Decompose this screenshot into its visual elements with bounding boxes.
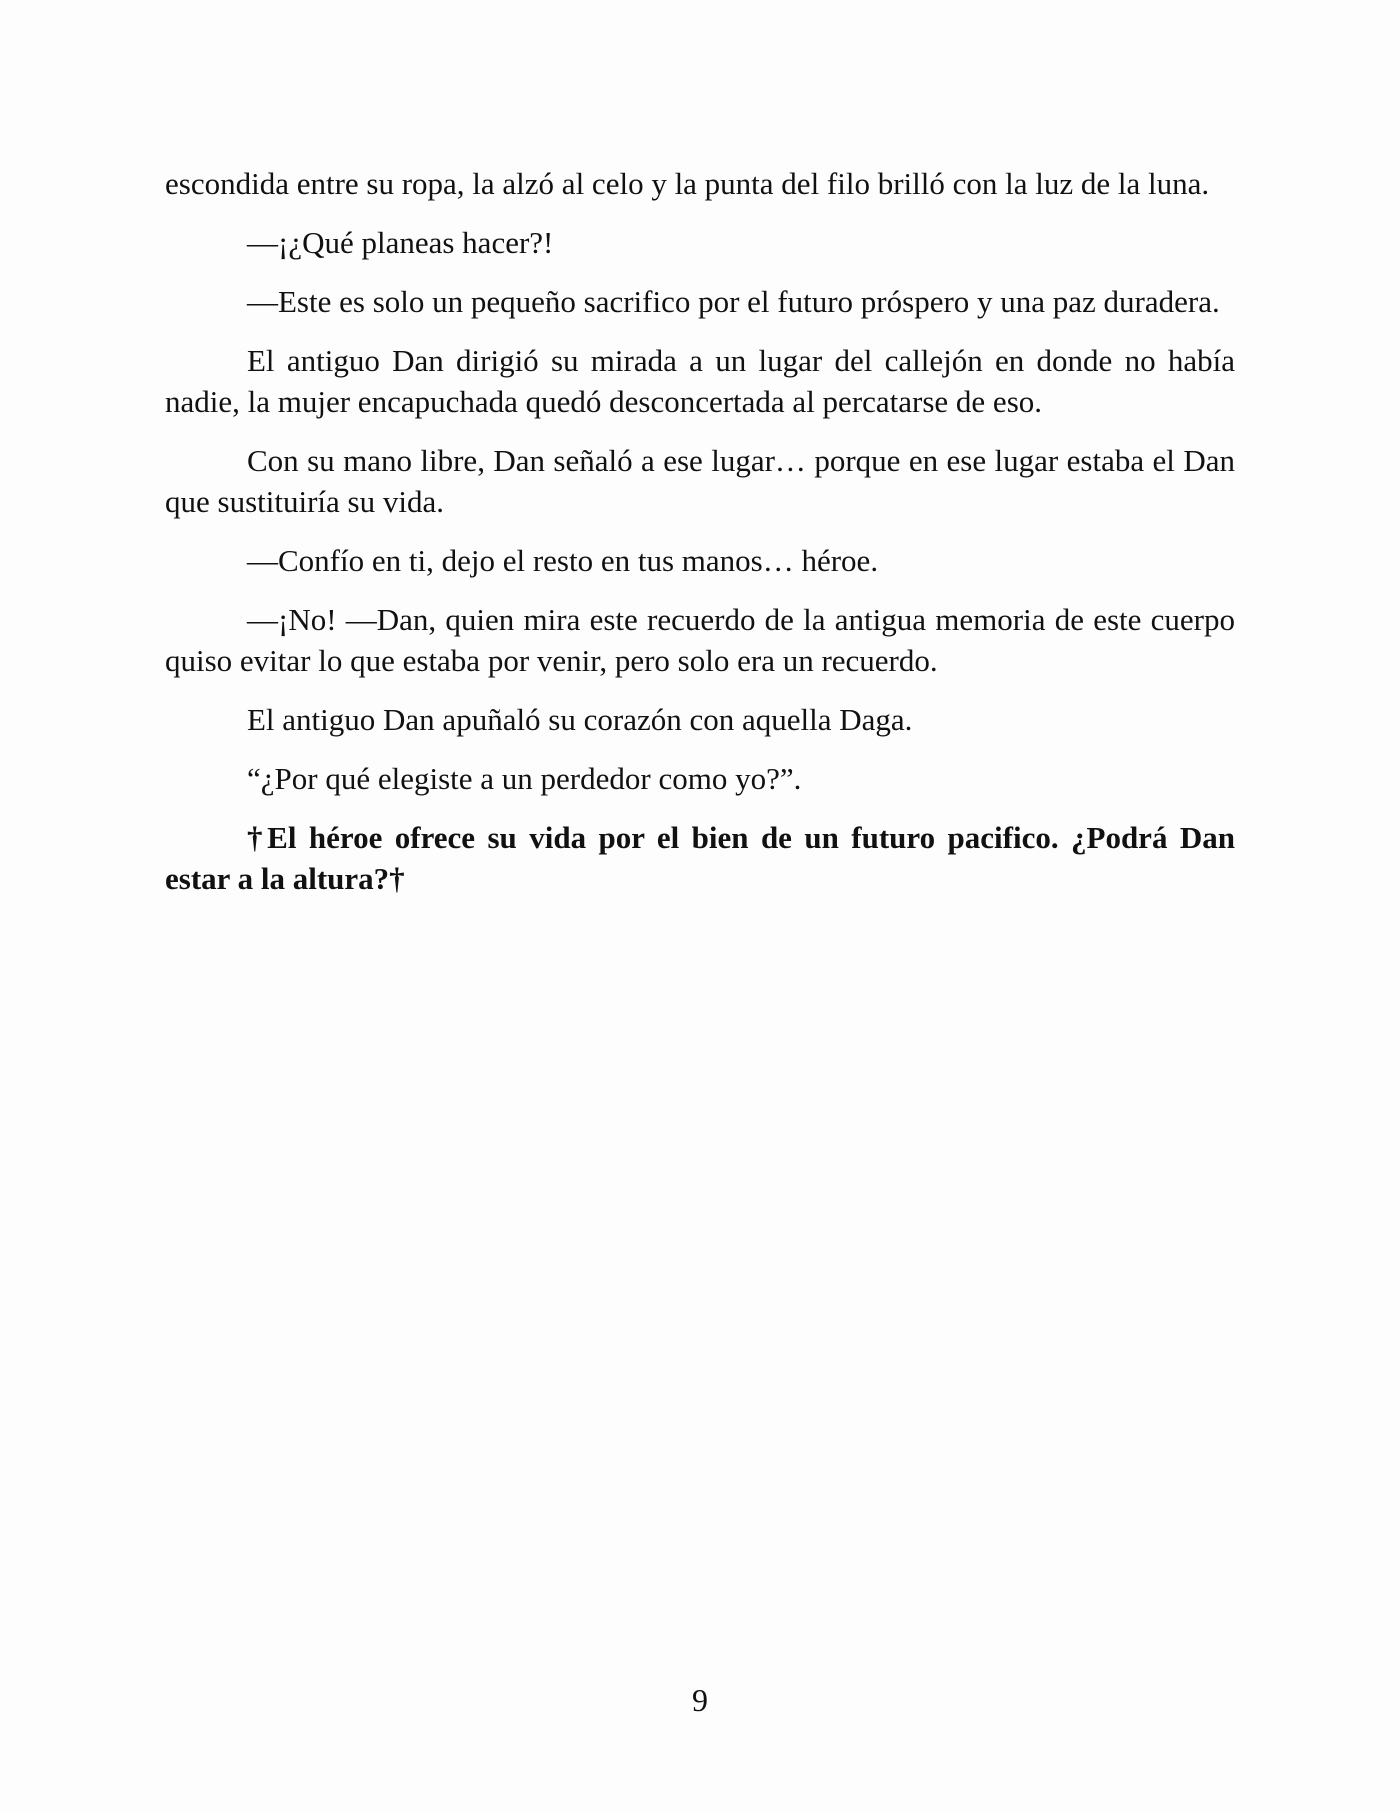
dialogue-sacrifice: —Este es solo un pequeño sacrifico por el futuro próspero y una paz duradera.	[247, 284, 1220, 319]
dialogue-question: —¡¿Qué planeas hacer?!	[247, 225, 554, 260]
dialogue-no: —¡No! —Dan, quien mira este recuerdo de la antigua memoria de este cuerpo quiso evitar lo que estaba por venir, pero solo era un recuerdo.	[165, 602, 1235, 678]
paragraph-gaze: El antiguo Dan dirigió su mirada a un lugar del callejón en donde no había nadie, la mujer encapuchada quedó desconcertada al percatarse de eso.	[165, 343, 1235, 419]
body-text	[165, 163, 1235, 917]
quote-loser: “¿Por qué elegiste a un perdedor como yo?”.	[247, 761, 802, 796]
paragraph-continuation: escondida entre su ropa, la alzó al celo y la punta del filo brilló con la luz de la luna.	[165, 166, 1210, 201]
paragraph-pointing: Con su mano libre, Dan señaló a ese lugar… porque en ese lugar estaba el Dan que sustituiría su vida.	[165, 443, 1235, 519]
paragraph-dagger: El antiguo Dan apuñaló su corazón con aquella Daga.	[247, 702, 913, 737]
dialogue-trust: —Confío en ti, dejo el resto en tus manos… héroe.	[247, 543, 879, 578]
page-number: 9	[692, 1682, 708, 1718]
closing-teaser: †El héroe ofrece su vida por el bien de un futuro pacifico. ¿Podrá Dan estar a la altura?†	[165, 820, 1235, 896]
